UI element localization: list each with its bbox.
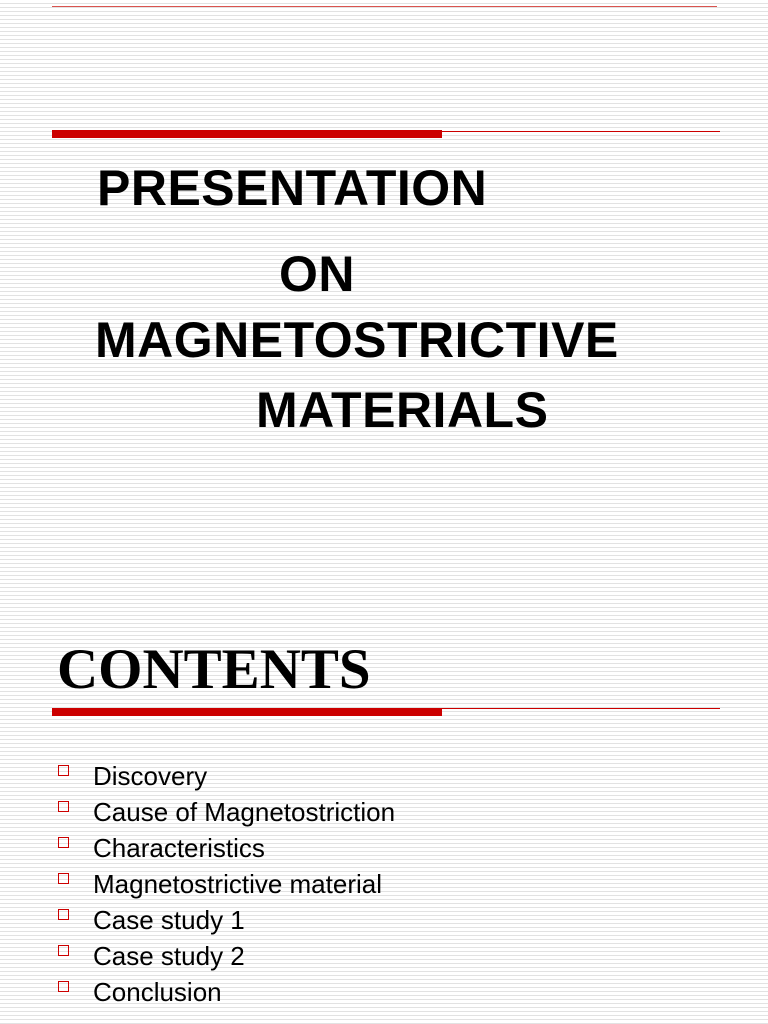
contents-list (58, 758, 395, 1010)
list-item (58, 830, 395, 866)
square-bullet-icon (58, 837, 69, 848)
list-item (58, 866, 395, 902)
contents-accent-line (442, 708, 720, 709)
list-item-label: Characteristics (93, 833, 265, 863)
title-line-materials: MATERIALS (256, 382, 549, 438)
list-item (58, 758, 395, 794)
contents-slide (0, 512, 768, 1024)
title-accent-bar (52, 130, 442, 138)
title-accent-line (442, 131, 720, 132)
list-item-label: Magnetostrictive material (93, 869, 382, 899)
list-item-label: Discovery (93, 761, 208, 791)
square-bullet-icon (58, 801, 69, 812)
list-item-label: Case study 1 (93, 905, 245, 935)
square-bullet-icon (58, 945, 69, 956)
list-item (58, 902, 395, 938)
title-line-on: ON (279, 246, 355, 302)
list-item (58, 974, 395, 1010)
square-bullet-icon (58, 765, 69, 776)
list-item (58, 938, 395, 974)
contents-heading: CONTENTS (57, 638, 371, 701)
title-line-magnetostrictive: MAGNETOSTRICTIVE (95, 312, 619, 368)
contents-accent-bar (52, 708, 442, 716)
list-item-label: Conclusion (93, 977, 222, 1007)
square-bullet-icon (58, 873, 69, 884)
square-bullet-icon (58, 981, 69, 992)
square-bullet-icon (58, 909, 69, 920)
title-bottom-line (52, 6, 717, 7)
list-item-label: Cause of Magnetostriction (93, 797, 396, 827)
list-item (58, 794, 395, 830)
title-line-presentation: PRESENTATION (97, 160, 488, 216)
list-item-label: Case study 2 (93, 941, 245, 971)
